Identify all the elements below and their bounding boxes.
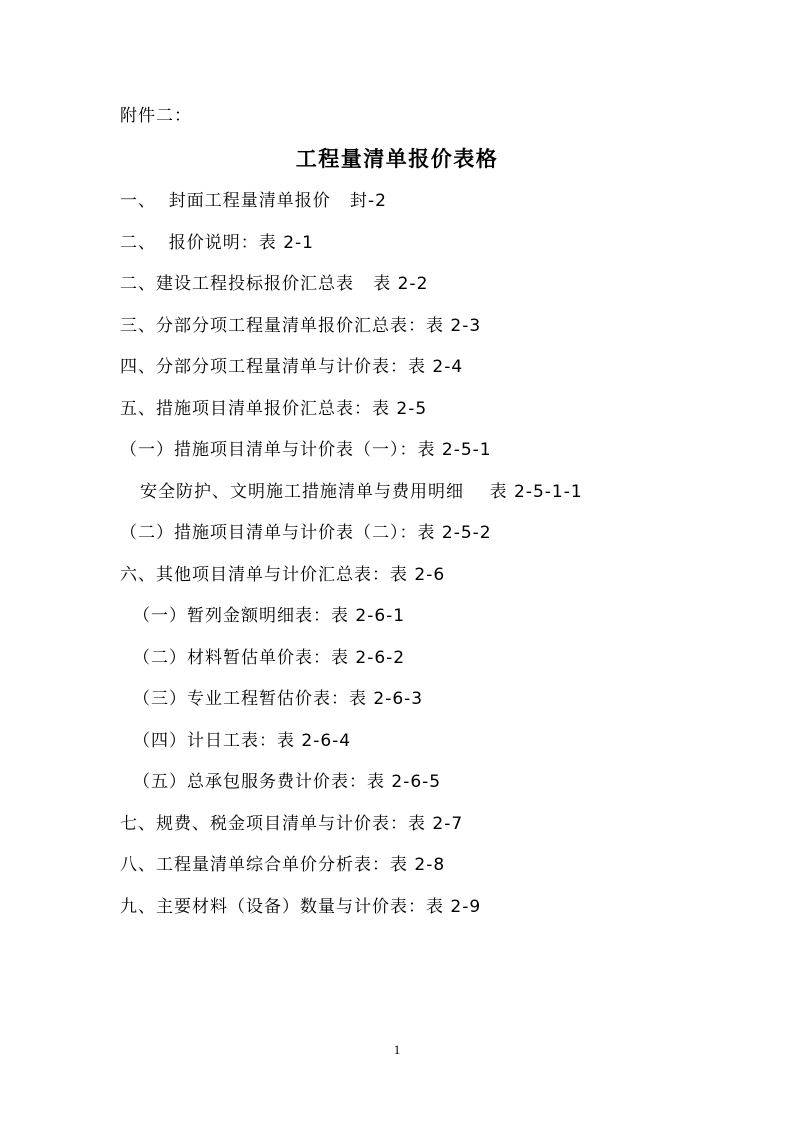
toc-item-sub-item-pricing: 四、分部分项工程量清单与计价表：表 2-4 bbox=[120, 357, 464, 377]
toc-item-bid-summary: 二、建设工程投标报价汇总表 表 2-2 bbox=[120, 274, 429, 294]
toc-item-measures-pricing-1: （一）措施项目清单与计价表（一）：表 2-5-1 bbox=[120, 440, 492, 460]
toc-item-quote-notes: 二、 报价说明：表 2-1 bbox=[120, 233, 314, 253]
toc-item-fees-taxes: 七、规费、税金项目清单与计价表：表 2-7 bbox=[120, 814, 464, 834]
toc-item-unit-price-analysis: 八、工程量清单综合单价分析表：表 2-8 bbox=[120, 855, 446, 875]
toc-item-measures-summary: 五、措施项目清单报价汇总表：表 2-5 bbox=[120, 399, 428, 419]
document-title: 工程量清单报价表格 bbox=[295, 147, 499, 171]
toc-item-measures-pricing-2: （二）措施项目清单与计价表（二）：表 2-5-2 bbox=[120, 523, 492, 543]
attachment-label: 附件二： bbox=[120, 106, 192, 126]
toc-item-daywork: （四）计日工表：表 2-6-4 bbox=[133, 731, 352, 751]
toc-item-sub-item-summary: 三、分部分项工程量清单报价汇总表：表 2-3 bbox=[120, 316, 482, 336]
toc-item-cover: 一、 封面工程量清单报价 封-2 bbox=[120, 191, 387, 211]
toc-item-specialty-estimate: （三）专业工程暂估价表：表 2-6-3 bbox=[133, 689, 424, 709]
toc-item-provisional-sum: （一）暂列金额明细表：表 2-6-1 bbox=[133, 606, 406, 626]
toc-item-general-contract-fee: （五）总承包服务费计价表：表 2-6-5 bbox=[133, 772, 442, 792]
toc-item-material-estimate: （二）材料暂估单价表：表 2-6-2 bbox=[133, 648, 406, 668]
toc-item-other-items-summary: 六、其他项目清单与计价汇总表：表 2-6 bbox=[120, 565, 446, 585]
page-number: 1 bbox=[393, 1042, 401, 1057]
toc-item-main-materials: 九、主要材料（设备）数量与计价表：表 2-9 bbox=[120, 897, 482, 917]
toc-item-safety-civilized: 安全防护、文明施工措施清单与费用明细 表 2-5-1-1 bbox=[140, 482, 583, 502]
